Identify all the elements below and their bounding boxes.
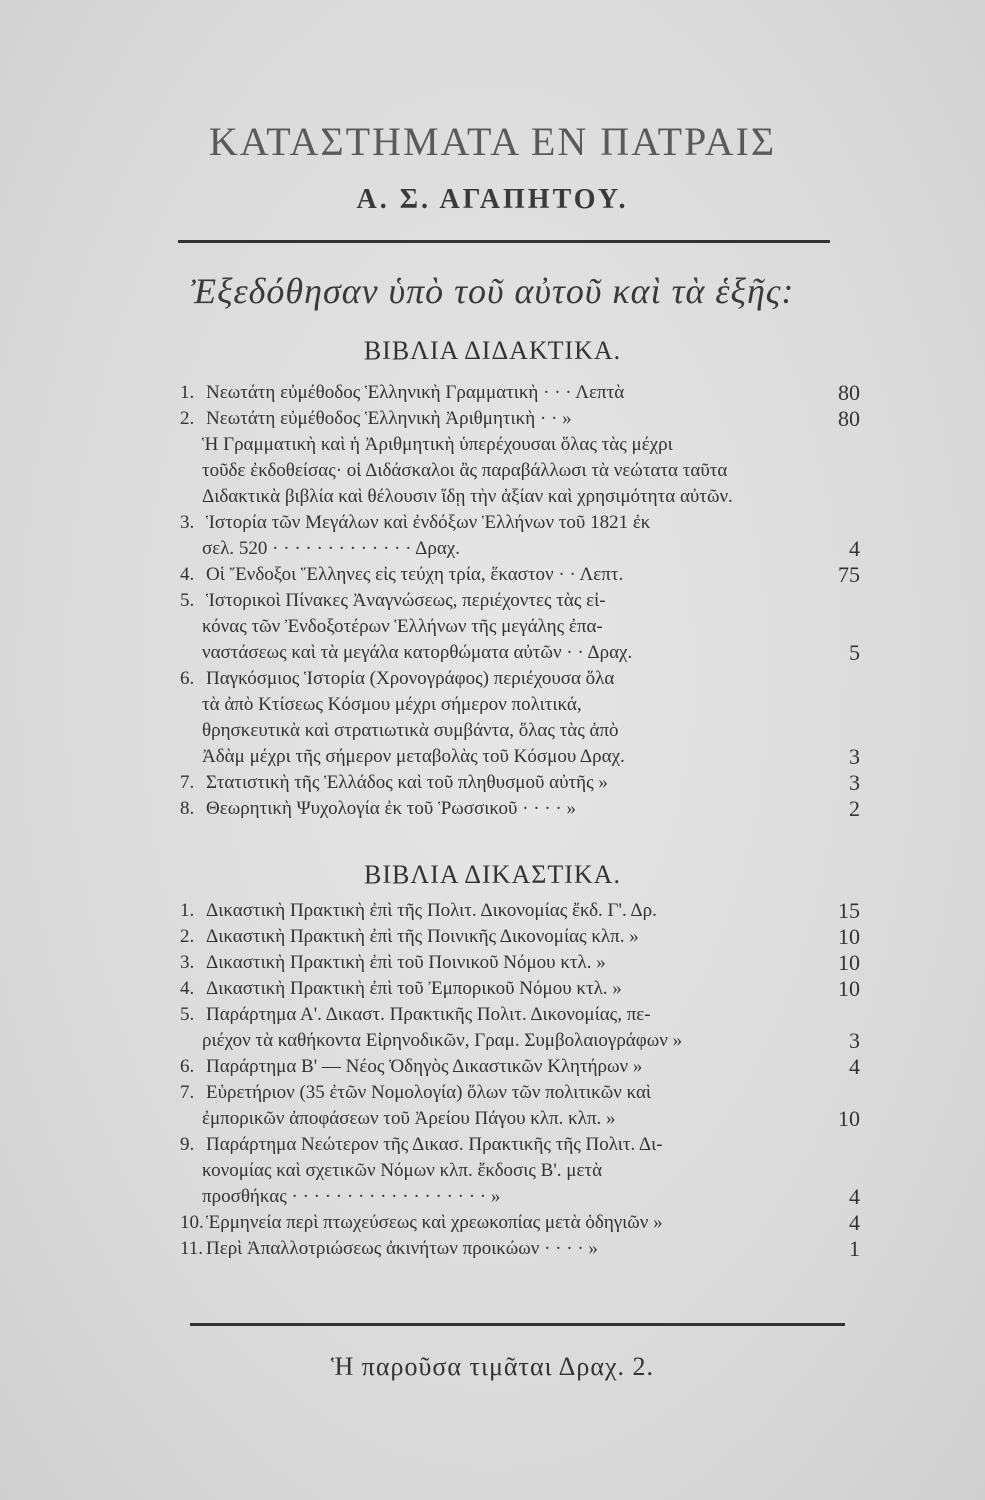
list-item (180, 718, 860, 744)
list-item (180, 1002, 860, 1028)
list-item (180, 380, 860, 406)
item-number: 4. (180, 564, 195, 585)
item-price: 2 (849, 796, 860, 821)
item-price: 3 (849, 770, 860, 795)
list-item (180, 614, 860, 640)
list-item (180, 692, 860, 718)
list-item (180, 562, 860, 588)
list-item (180, 1158, 860, 1184)
item-number: 10. (180, 1212, 204, 1233)
list-item (180, 1080, 860, 1106)
item-text: τοῦδε ἐκδοθείσας· οἱ Διδάσκαλοι ἂς παραβάλλωσι τὰ νεώτατα ταῦτα (202, 460, 728, 481)
top-divider (178, 240, 830, 243)
item-number: 8. (180, 798, 195, 819)
list-item (180, 744, 860, 770)
bottom-divider (190, 1323, 845, 1326)
item-price: 10 (838, 1106, 860, 1131)
item-price: 5 (849, 640, 860, 665)
list-item (180, 588, 860, 614)
item-text: Νεωτάτη εὐμέθοδος Ἑλληνικὴ Ἀριθμητικὴ · · » (206, 408, 572, 429)
list-item (180, 1236, 860, 1262)
list-item (180, 406, 860, 432)
item-text: τὰ ἀπὸ Κτίσεως Κόσμου μέχρι σήμερον πολιτικά, (202, 694, 582, 715)
item-text: Παγκόσμιος Ἱστορία (Χρονογράφος) περιέχουσα ὅλα (206, 668, 615, 689)
list-item (180, 1184, 860, 1210)
list-item (180, 976, 860, 1002)
item-number: 5. (180, 1004, 195, 1025)
item-text: Ἱστορία τῶν Μεγάλων καὶ ἐνδόξων Ἑλλήνων τοῦ 1821 ἐκ (206, 512, 651, 533)
list-item (180, 432, 860, 458)
list-item (180, 950, 860, 976)
item-number: 1. (180, 900, 195, 921)
item-text: κόνας τῶν Ἐνδοξοτέρων Ἑλλήνων τῆς μεγάλης ἐπα- (202, 616, 603, 637)
page-title: ΚΑΤΑΣΤΗΜΑΤΑ ΕΝ ΠΑΤΡΑΙΣ (208, 119, 777, 164)
item-text: Διδακτικὰ βιβλία καὶ θέλουσιν ἴδῃ τὴν ἀξίαν καὶ χρησιμότητα αὐτῶν. (202, 486, 733, 507)
item-text: Περὶ Ἀπαλλοτριώσεως ἀκινήτων προικώων · · · · » (206, 1238, 598, 1259)
item-number: 4. (180, 978, 195, 999)
item-text: Ἀδὰμ μέχρι τῆς σήμερον μεταβολὰς τοῦ Κόσμου Δραχ. (202, 746, 625, 767)
item-text: Οἱ Ἔνδοξοι Ἕλληνες εἰς τεύχη τρία, ἕκαστον · · Λεπτ. (206, 564, 624, 585)
item-text: Παράρτημα Β' — Νέος Ὁδηγὸς Δικαστικῶν Κλητήρων » (206, 1056, 643, 1077)
list-item (180, 770, 860, 796)
section-title-judicial: ΒΙΒΛΙΑ ΔΙΚΑΣΤΙΚΑ. (364, 860, 621, 889)
list-item (180, 796, 860, 822)
item-price: 4 (849, 536, 860, 561)
item-text: κονομίας καὶ σχετικῶν Νόμων κλπ. ἔκδοσις Β'. μετὰ (202, 1160, 603, 1181)
list-item (180, 1106, 860, 1132)
list-item (180, 1210, 860, 1236)
item-text: ναστάσεως καὶ τὰ μεγάλα κατορθώματα αὐτῶν · · Δραχ. (202, 642, 633, 663)
item-number: 6. (180, 668, 195, 689)
item-text: Ἑρμηνεία περὶ πτωχεύσεως καὶ χρεωκοπίας μετὰ ὁδηγιῶν » (206, 1212, 663, 1233)
item-text: ριέχον τὰ καθήκοντα Εἰρηνοδικῶν, Γραμ. Συμβολαιογράφων » (202, 1030, 683, 1051)
list-item (180, 458, 860, 484)
list-item (180, 924, 860, 950)
list-item (180, 640, 860, 666)
item-text: προσθήκας · · · · · · · · · · · · · · · · · · » (202, 1186, 501, 1207)
item-text: Νεωτάτη εὐμέθοδος Ἑλληνικὴ Γραμματικὴ · · · Λεπτὰ (206, 382, 625, 403)
item-price: 10 (838, 924, 860, 949)
item-text: Δικαστικὴ Πρακτικὴ ἐπὶ τοῦ Ποινικοῦ Νόμου κτλ. » (206, 952, 606, 973)
section-title-didactic: ΒΙΒΛΙΑ ΔΙΔΑΚΤΙΚΑ. (363, 336, 622, 365)
list-item (180, 536, 860, 562)
item-text: Δικαστικὴ Πρακτικὴ ἐπὶ τῆς Πολιτ. Δικονομίας ἔκδ. Γ'. Δρ. (206, 900, 657, 921)
item-price: 80 (838, 406, 860, 431)
list-item (180, 510, 860, 536)
item-number: 2. (180, 926, 195, 947)
list-item (180, 1132, 860, 1158)
price-note: Ἡ παροῦσα τιμᾶται Δραχ. 2. (330, 1352, 655, 1381)
list-item (180, 484, 860, 510)
item-price: 15 (838, 898, 860, 923)
item-number: 7. (180, 772, 195, 793)
item-text: ἐμπορικῶν ἀποφάσεων τοῦ Ἀρείου Πάγου κλπ. κλπ. » (202, 1108, 616, 1129)
item-price: 75 (838, 562, 860, 587)
item-text: Ἡ Γραμματικὴ καὶ ἡ Ἀριθμητικὴ ὑπερέχουσαι ὅλας τὰς μέχρι (202, 434, 673, 455)
item-price: 10 (838, 976, 860, 1001)
item-text: Στατιστικὴ τῆς Ἑλλάδος καὶ τοῦ πληθυσμοῦ αὐτῆς » (206, 772, 608, 793)
item-number: 5. (180, 590, 195, 611)
publisher-name: Α. Σ. ΑΓΑΠΗΤΟΥ. (356, 184, 629, 215)
item-number: 2. (180, 408, 195, 429)
item-price: 4 (849, 1184, 860, 1209)
item-number: 7. (180, 1082, 195, 1103)
item-text: Δικαστικὴ Πρακτικὴ ἐπὶ τοῦ Ἐμπορικοῦ Νόμου κτλ. » (206, 978, 622, 999)
item-text: Παράρτημα Νεώτερον τῆς Δικασ. Πρακτικῆς τῆς Πολιτ. Δι- (206, 1134, 663, 1155)
list-item (180, 666, 860, 692)
item-price: 3 (849, 1028, 860, 1053)
item-text: Θεωρητικὴ Ψυχολογία ἐκ τοῦ Ῥωσσικοῦ · · · · » (206, 798, 576, 819)
item-text: Εὑρετήριον (35 ἐτῶν Νομολογία) ὅλων τῶν πολιτικῶν καὶ (206, 1082, 652, 1103)
item-number: 11. (180, 1238, 204, 1259)
item-text: Παράρτημα Α'. Δικαστ. Πρακτικῆς Πολιτ. Δικονομίας, πε- (206, 1004, 651, 1025)
list-item (180, 1028, 860, 1054)
item-number: 3. (180, 952, 195, 973)
item-price: 10 (838, 950, 860, 975)
item-price: 80 (838, 380, 860, 405)
item-number: 9. (180, 1134, 195, 1155)
subheading: Ἐξεδόθησαν ὑπὸ τοῦ αὐτοῦ καὶ τὰ ἑξῆς: (190, 271, 795, 311)
item-text: Ἱστορικοὶ Πίνακες Ἀναγνώσεως, περιέχοντες τὰς εἰ- (206, 590, 606, 611)
item-number: 1. (180, 382, 195, 403)
item-price: 1 (849, 1236, 860, 1261)
list-item (180, 898, 860, 924)
item-text: σελ. 520 · · · · · · · · · · · · · Δραχ. (202, 538, 460, 559)
item-number: 6. (180, 1056, 195, 1077)
item-price: 4 (849, 1210, 860, 1235)
book-list-didactic (180, 380, 860, 822)
item-price: 4 (849, 1054, 860, 1079)
item-text: θρησκευτικὰ καὶ στρατιωτικὰ συμβάντα, ὅλας τὰς ἀπὸ (202, 720, 619, 741)
item-number: 3. (180, 512, 195, 533)
item-text: Δικαστικὴ Πρακτικὴ ἐπὶ τῆς Ποινικῆς Δικονομίας κλπ. » (206, 926, 639, 947)
item-price: 3 (849, 744, 860, 769)
book-list-judicial (180, 898, 860, 1262)
list-item (180, 1054, 860, 1080)
